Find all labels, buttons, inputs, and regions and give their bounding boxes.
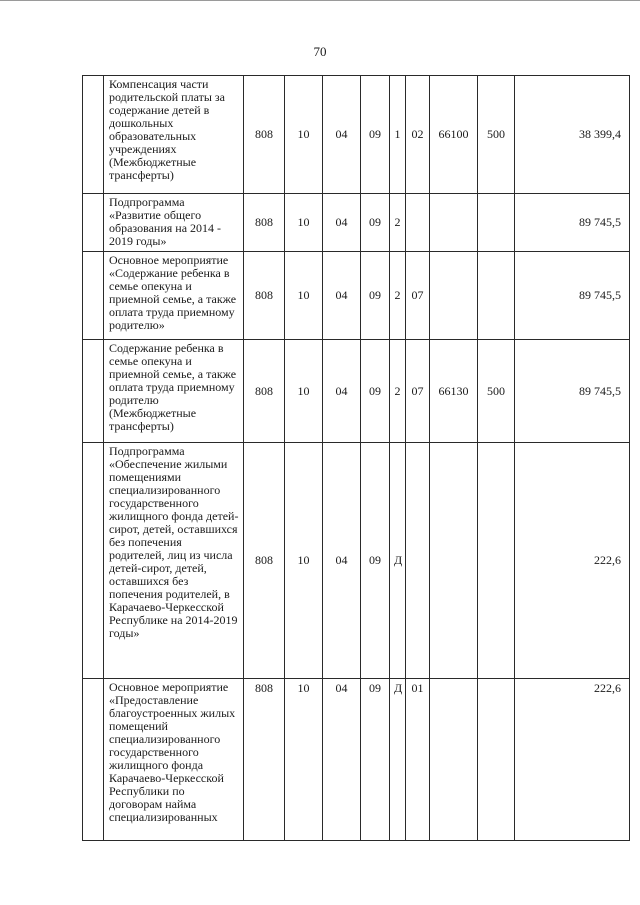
page-number: 70 (313, 44, 327, 59)
subsection-code: 04 (323, 252, 361, 340)
amount: 89 745,5 (515, 340, 630, 443)
direction-code: 66100 (430, 76, 478, 194)
direction-code: 66130 (430, 340, 478, 443)
amount: 89 745,5 (515, 252, 630, 340)
subprogram-code: 2 (390, 194, 406, 252)
blank-cell (83, 340, 104, 443)
row-name: Содержание ребенка в семье опекуна и приемной семье, а также оплата труда приемному родителю (Межбюджетные трансферты) (104, 340, 244, 443)
row-name: Основное мероприятие «Содержание ребенка в семье опекуна и приемной семье, а также оплата труда приемному родителю» (104, 252, 244, 340)
expense-type-code (478, 194, 515, 252)
row-name: Основное мероприятие «Предоставление благоустроенных жилых помещений специализированного государственного жилищного фонда Карачаево-Черкесской Республики по договорам найма специализированных (104, 679, 244, 841)
section-code: 10 (285, 194, 323, 252)
budget-table (82, 75, 630, 841)
amount: 222,6 (515, 443, 630, 679)
section-code: 10 (285, 340, 323, 443)
expense-type-code (478, 679, 515, 841)
direction-code (430, 443, 478, 679)
measure-code: 07 (406, 252, 430, 340)
subsection-code: 04 (323, 340, 361, 443)
direction-code (430, 194, 478, 252)
ministry-code: 808 (244, 252, 285, 340)
program-code: 09 (361, 443, 390, 679)
table-row (83, 252, 630, 340)
measure-code: 01 (406, 679, 430, 841)
table-row (83, 679, 630, 841)
ministry-code: 808 (244, 76, 285, 194)
subprogram-code: 2 (390, 252, 406, 340)
table-row (83, 340, 630, 443)
amount: 89 745,5 (515, 194, 630, 252)
table-row (83, 76, 630, 194)
ministry-code: 808 (244, 679, 285, 841)
ministry-code: 808 (244, 194, 285, 252)
subprogram-code: 1 (390, 76, 406, 194)
blank-cell (83, 194, 104, 252)
subprogram-code: 2 (390, 340, 406, 443)
measure-code: 02 (406, 76, 430, 194)
expense-type-code: 500 (478, 340, 515, 443)
section-code: 10 (285, 252, 323, 340)
amount: 38 399,4 (515, 76, 630, 194)
table-row (83, 194, 630, 252)
blank-cell (83, 679, 104, 841)
program-code: 09 (361, 252, 390, 340)
program-code: 09 (361, 76, 390, 194)
section-code: 10 (285, 443, 323, 679)
blank-cell (83, 443, 104, 679)
direction-code (430, 252, 478, 340)
expense-type-code (478, 443, 515, 679)
ministry-code: 808 (244, 340, 285, 443)
measure-code (406, 443, 430, 679)
subsection-code: 04 (323, 679, 361, 841)
row-name: Подпрограмма «Развитие общего образования на 2014 - 2019 годы» (104, 194, 244, 252)
scan-edge (0, 0, 640, 1)
subprogram-code: Д (390, 679, 406, 841)
row-name: Подпрограмма «Обеспечение жилыми помещениями специализированного государственного жилищного фонда детей-сирот, детей, оставшихся без попечения родителей, лиц из числа детей-сирот, детей, оставшихся без попечения родителей, в Карачаево-Черкесской Республике на 2014-2019 годы» (104, 443, 244, 679)
expense-type-code (478, 252, 515, 340)
amount: 222,6 (515, 679, 630, 841)
section-code: 10 (285, 679, 323, 841)
measure-code: 07 (406, 340, 430, 443)
subsection-code: 04 (323, 76, 361, 194)
table-row (83, 443, 630, 679)
blank-cell (83, 76, 104, 194)
row-name: Компенсация части родительской платы за содержание детей в дошкольных образовательных учреждениях (Межбюджетные трансферты) (104, 76, 244, 194)
subprogram-code: Д (390, 443, 406, 679)
expense-type-code: 500 (478, 76, 515, 194)
subsection-code: 04 (323, 194, 361, 252)
section-code: 10 (285, 76, 323, 194)
measure-code (406, 194, 430, 252)
program-code: 09 (361, 194, 390, 252)
subsection-code: 04 (323, 443, 361, 679)
direction-code (430, 679, 478, 841)
ministry-code: 808 (244, 443, 285, 679)
program-code: 09 (361, 679, 390, 841)
program-code: 09 (361, 340, 390, 443)
blank-cell (83, 252, 104, 340)
